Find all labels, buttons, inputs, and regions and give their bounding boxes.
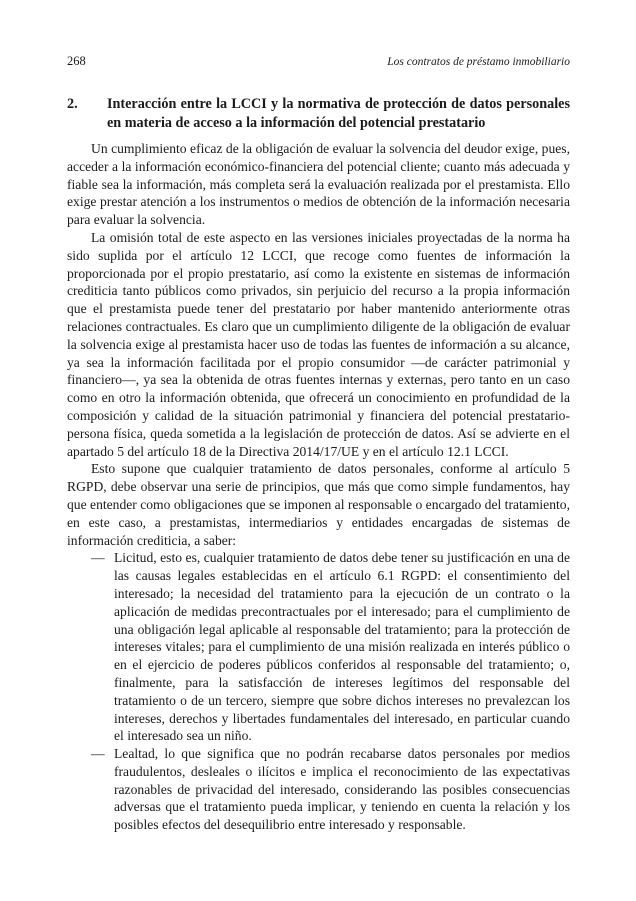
body-text — [67, 140, 570, 834]
section-heading — [67, 95, 570, 133]
section-number: 2. — [67, 96, 78, 112]
page-header — [67, 54, 570, 69]
list-dash: — — [91, 550, 105, 566]
running-title: Los contratos de préstamo inmobiliario — [387, 56, 570, 68]
paragraph: Un cumplimiento eficaz de la obligación de evaluar la solvencia del deudor exige, pues, acceder a la información económico-financiera del potencial cliente; cuanto más adecuada y fiable sea la información, más completa será la evaluación realizada por el prestamista. Ello exige prestar atención a los instrumentos o medios de obtención de la información necesaria para evaluar la solvencia. — [67, 141, 570, 228]
paragraph: La omisión total de este aspecto en las versiones iniciales proyectadas de la norma ha sido suplida por el artículo 12 LCCI, que recoge como fuentes de información la proporcionada por el propio prestatario, así como la existente en sistemas de información crediticia tanto públicos como privados, sin perjuicio del recurso a la propia información que el prestamista puede tener del prestatario por haber mantenido anteriormente otras relaciones contractuales. Es claro que un cumplimiento diligente de la obligación de evaluar la solvencia exige al prestamista hacer uso de todas las fuentes de información a su alcance, ya sea la información facilitada por el propio consumidor —de carácter patrimonial y financiero—, ya sea la obtenida de otras fuentes internas y externas, pero tanto en un caso como en otro la información obtenida, que ofrecerá un conocimiento en profundidad de la composición y calidad de la situación patrimonial y financiera del potencial prestatario-persona física, queda sometida a la legislación de protección de datos. Así se advierte en el apartado 5 del artículo 18 de la Directiva 2014/17/UE y en el artículo 12.1 LCCI. — [67, 229, 570, 459]
list-dash: — — [91, 746, 105, 762]
principles-list — [67, 549, 570, 834]
list-item-text: Licitud, esto es, cualquier tratamiento de datos debe tener su justificación en una de las causas legales establecidas en el artículo 6.1 RGPD: el consentimiento del interesado; la necesidad del tratamiento para la ejecución de un contrato o la aplicación de medidas precontractuales por el interesado; para el cumplimiento de una obligación legal aplicable al responsable del tratamiento; para la protección de intereses vitales; para el cumplimiento de una misión realizada en interés público o en el ejercicio de poderes públicos conferidos al responsable del tratamiento; o, finalmente, para la satisfacción de intereses legítimos del responsable del tratamiento o de un tercero, siempre que sobre dichos intereses no prevalezcan los intereses, derechos y libertades fundamentales del interesado, en particular cuando el interesado sea un niño. — [114, 550, 570, 744]
list-item — [67, 745, 570, 834]
page-number: 268 — [67, 54, 86, 68]
list-item-text: Lealtad, lo que significa que no podrán recabarse datos personales por medios fraudulentos, desleales o ilícitos e implica el reconocimiento de las expectativas razonables de privacidad del interesado, considerando las posibles consecuencias adversas que el tratamiento pueda implicar, y teniendo en cuenta la relación y los posibles efectos del desequilibrio entre interesado y responsable. — [114, 746, 570, 833]
list-item — [67, 549, 570, 745]
paragraph: Esto supone que cualquier tratamiento de datos personales, conforme al artículo 5 RGPD, debe observar una serie de principios, que más que como simple fundamentos, hay que entender como obligaciones que se imponen al responsable o encargado del tratamiento, en este caso, a prestamistas, intermediarios y entidades encargadas de sistemas de información crediticia, a saber: — [67, 461, 570, 548]
section-2 — [67, 95, 570, 834]
section-title: Interacción entre la LCCI y la normativa de protección de datos personales en materia de acceso a la información del potencial prestatario — [107, 96, 570, 131]
